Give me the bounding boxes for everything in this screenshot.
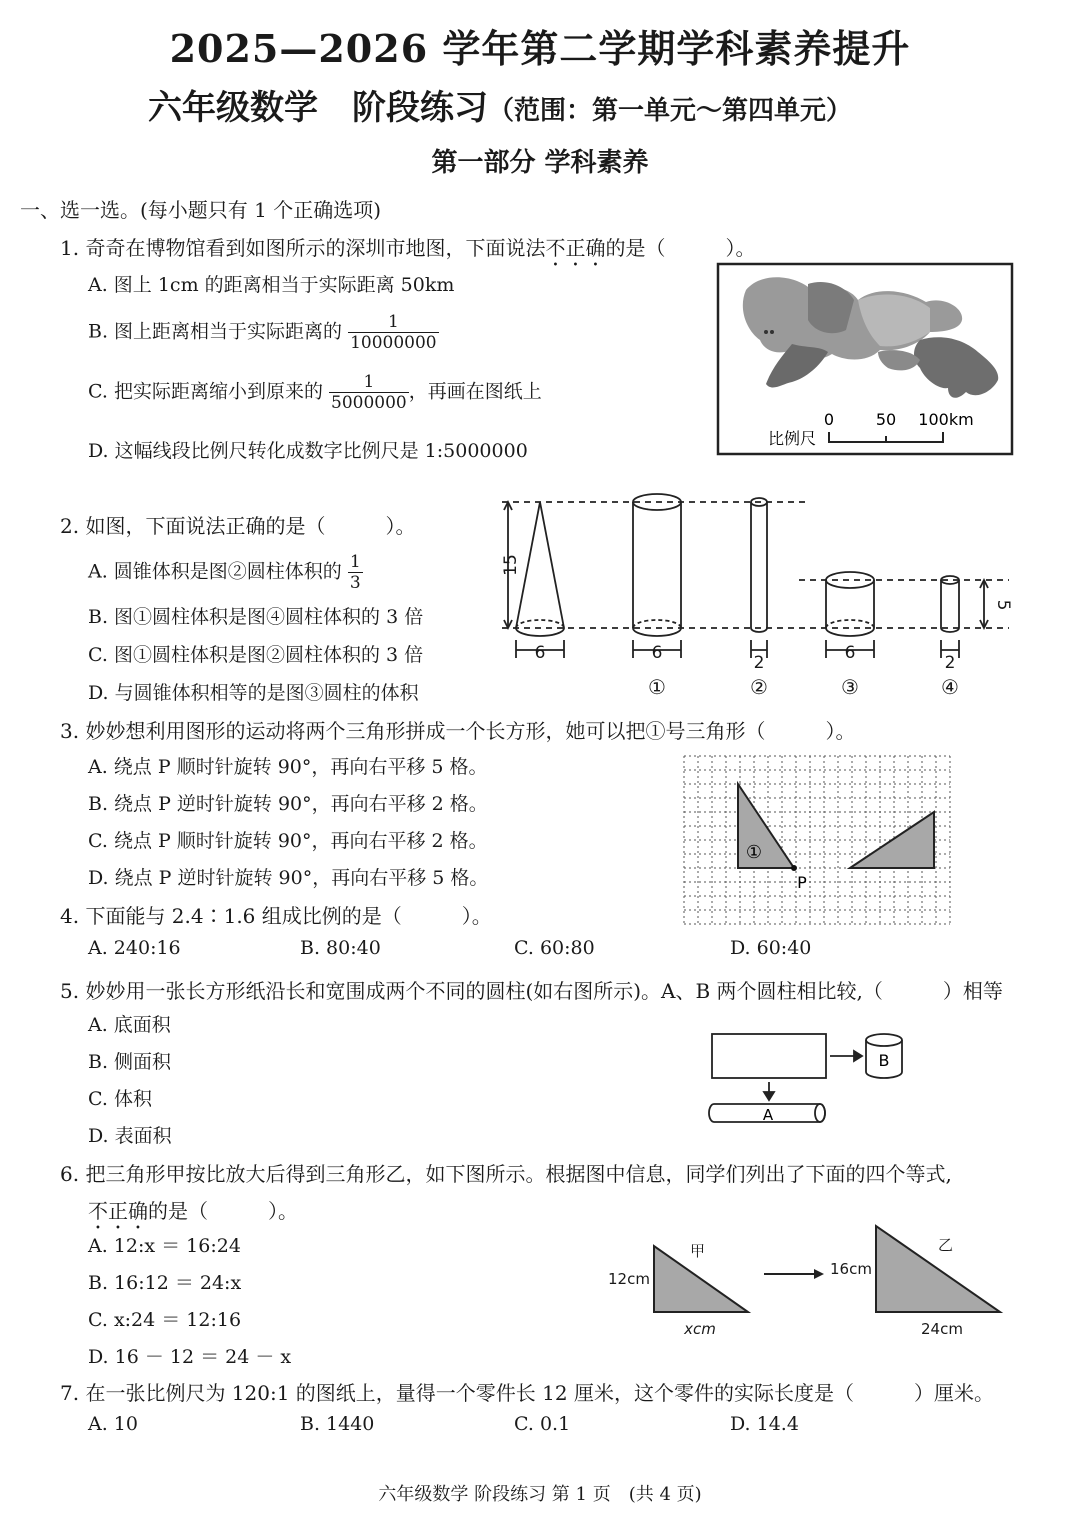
- q2-option-d: D. 与圆锥体积相等的是图③圆柱的体积: [88, 682, 419, 704]
- triangle-2: [850, 812, 934, 868]
- q6-option-c: C. x:24 ＝ 12:16: [88, 1309, 242, 1331]
- q6-stem-emphasis: 不正确: [88, 1199, 148, 1223]
- q1-option-c-tail: ，再画在图纸上: [408, 380, 542, 403]
- q4-option-a: A. 240:16: [88, 937, 181, 959]
- q3-option-a: A. 绕点 P 顺时针旋转 90°，再向右平移 5 格。: [88, 756, 488, 778]
- q5-option-c: C. 体积: [88, 1088, 152, 1110]
- scale-label: 比例尺: [768, 429, 817, 448]
- triangle-yi-base: 24cm: [921, 1320, 963, 1338]
- similar-triangles-figure: [600, 1220, 1012, 1344]
- scale-tick-0: 0: [823, 410, 835, 429]
- cyl1-diameter-label: 6: [651, 643, 663, 663]
- exam-subtitle: [148, 80, 852, 129]
- cyl4-diameter-label: 2: [944, 653, 956, 673]
- fraction-denominator: 3: [349, 573, 361, 593]
- cyl-b-top: [866, 1034, 902, 1046]
- q4-option-d: D. 60:40: [730, 937, 812, 959]
- q4-stem: 4. 下面能与 2.4∶1.6 组成比例的是（ ）。: [60, 904, 492, 928]
- q6-option-d: D. 16 － 12 ＝ 24 － x: [88, 1346, 292, 1368]
- q7-option-c: C. 0.1: [514, 1413, 571, 1435]
- cone-cylinders-figure: [494, 488, 1018, 708]
- fraction-numerator: 1: [329, 372, 409, 393]
- cyl2-diameter-label: 2: [753, 653, 765, 673]
- q7-option-a: A. 10: [88, 1413, 138, 1435]
- cone-base-back: [516, 620, 564, 628]
- q3-option-b: B. 绕点 P 逆时针旋转 90°，再向右平移 2 格。: [88, 793, 488, 815]
- subtitle-text: 六年级数学 阶段练习: [148, 88, 488, 128]
- point-p: [791, 865, 797, 871]
- q1-option-d: D. 这幅线段比例尺转化成数字比例尺是 1:5000000: [88, 440, 528, 462]
- q1-option-b-text: B. 图上距离相当于实际距离的: [88, 320, 343, 343]
- q2-option-b: B. 图①圆柱体积是图④圆柱体积的 3 倍: [88, 606, 424, 628]
- triangle-1-label: ①: [745, 842, 763, 863]
- figure-label-1: ①: [648, 675, 666, 699]
- cyl-a-label: A: [762, 1106, 774, 1124]
- cyl-b-label: B: [878, 1051, 890, 1070]
- q1-stem: [60, 232, 755, 271]
- q6-stem-line2: [88, 1195, 298, 1234]
- q7-option-b: B. 1440: [300, 1413, 375, 1435]
- q7-stem: 7. 在一张比例尺为 120:1 的图纸上，量得一个零件长 12 厘米，这个零件的实际长度是（ ）厘米。: [60, 1381, 994, 1405]
- cyl3-base-back: [826, 620, 874, 628]
- triangle-grid-figure: [680, 750, 962, 930]
- paper-rectangle: [712, 1034, 826, 1078]
- q1-option-c: [88, 372, 542, 413]
- cyl1-base-front: [633, 628, 681, 636]
- cyl1-base-back: [633, 620, 681, 628]
- q5-stem: 5. 妙妙用一张长方形纸沿长和宽围成两个不同的圆柱(如右图所示)。A、B 两个圆柱相比较,（ ）相等: [60, 979, 1003, 1003]
- q6-stem-tail: 的是（ ）。: [148, 1199, 298, 1223]
- cyl3-base-front: [826, 628, 874, 636]
- triangle-jia-base: xcm: [684, 1320, 716, 1338]
- q1-option-c-fraction: [329, 372, 409, 413]
- exam-title: 2025—2026 学年第二学期学科素养提升: [169, 26, 911, 71]
- q1-stem-a: 1. 奇奇在博物馆看到如图所示的深圳市地图，下面说法: [60, 236, 546, 260]
- paper-cylinder-figure: [706, 1026, 914, 1130]
- scale-tick-50: 50: [875, 410, 897, 429]
- height-5-label: 5: [993, 599, 1013, 611]
- figure-label-2: ②: [750, 675, 768, 699]
- arrow-to-b-head: [854, 1051, 862, 1061]
- figure-label-4: ④: [941, 675, 959, 699]
- cyl3-diameter-label: 6: [844, 643, 856, 663]
- scale-tick-100km: 100km: [918, 410, 974, 429]
- q4-option-c: C. 60:80: [514, 937, 595, 959]
- q2-stem: 2. 如图，下面说法正确的是（ ）。: [60, 514, 416, 538]
- q7-option-d: D. 14.4: [730, 1413, 799, 1435]
- q3-option-c: C. 绕点 P 顺时针旋转 90°，再向右平移 2 格。: [88, 830, 488, 852]
- range-text: （范围：第一单元～第四单元）: [488, 96, 853, 126]
- page-footer: 六年级数学 阶段练习 第 1 页 (共 4 页): [378, 1484, 702, 1505]
- q2-option-a: [88, 552, 363, 593]
- enlarge-arrow-head: [814, 1269, 824, 1279]
- q4-option-b: B. 80:40: [300, 937, 381, 959]
- cone-diameter-label: 6: [534, 643, 546, 663]
- q1-option-b-fraction: [348, 312, 439, 353]
- q1-option-a: A. 图上 1cm 的距离相当于实际距离 50km: [88, 274, 455, 296]
- q5-option-a: A. 底面积: [88, 1014, 171, 1036]
- q1-option-b: [88, 312, 439, 353]
- map-dot: [764, 330, 768, 334]
- map-dot: [770, 330, 774, 334]
- q2-option-a-text: A. 圆锥体积是图②圆柱体积的: [88, 560, 342, 583]
- part-title: 第一部分 学科素养: [431, 148, 649, 178]
- q1-option-c-text: C. 把实际距离缩小到原来的: [88, 380, 323, 403]
- point-p-label: P: [797, 873, 807, 892]
- shenzhen-map-figure: [716, 260, 1016, 458]
- q1-stem-emphasis: 不正确: [545, 236, 606, 260]
- height-15-label: 15: [501, 554, 521, 576]
- triangle-jia-label: 甲: [690, 1242, 706, 1260]
- q5-option-b: B. 侧面积: [88, 1051, 172, 1073]
- q2-option-c: C. 图①圆柱体积是图②圆柱体积的 3 倍: [88, 644, 424, 666]
- q6-option-b: B. 16:12 ＝ 24:x: [88, 1272, 242, 1294]
- q6-option-a: A. 12:x ＝ 16:24: [88, 1235, 241, 1257]
- cone-edge-right: [540, 502, 564, 628]
- triangle-jia-height: 12cm: [608, 1270, 650, 1288]
- q3-option-d: D. 绕点 P 逆时针旋转 90°，再向右平移 5 格。: [88, 867, 489, 889]
- q1-stem-b: 的是（ ）。: [605, 236, 756, 260]
- q6-stem-line1: 6. 把三角形甲按比放大后得到三角形乙，如下图所示。根据图中信息，同学们列出了下面的四个等式,: [60, 1162, 952, 1186]
- triangle-yi-label: 乙: [938, 1236, 954, 1254]
- q2-option-a-fraction: [348, 552, 363, 593]
- section-heading: 一、选一选。(每小题只有 1 个正确选项): [20, 198, 382, 222]
- cyl-b-base: [866, 1072, 902, 1078]
- cone-base-front: [516, 628, 564, 636]
- fraction-numerator: 1: [349, 552, 361, 572]
- triangle-yi-height: 16cm: [830, 1260, 872, 1278]
- fraction-denominator: 10000000: [350, 333, 437, 353]
- q3-stem: 3. 妙妙想利用图形的运动将两个三角形拼成一个长方形，她可以把①号三角形（ ）。: [60, 719, 856, 743]
- fraction-denominator: 5000000: [331, 393, 407, 413]
- fraction-numerator: 1: [348, 312, 439, 333]
- figure-label-3: ③: [841, 675, 859, 699]
- q5-option-d: D. 表面积: [88, 1125, 172, 1147]
- arrow-to-a-head: [764, 1092, 774, 1100]
